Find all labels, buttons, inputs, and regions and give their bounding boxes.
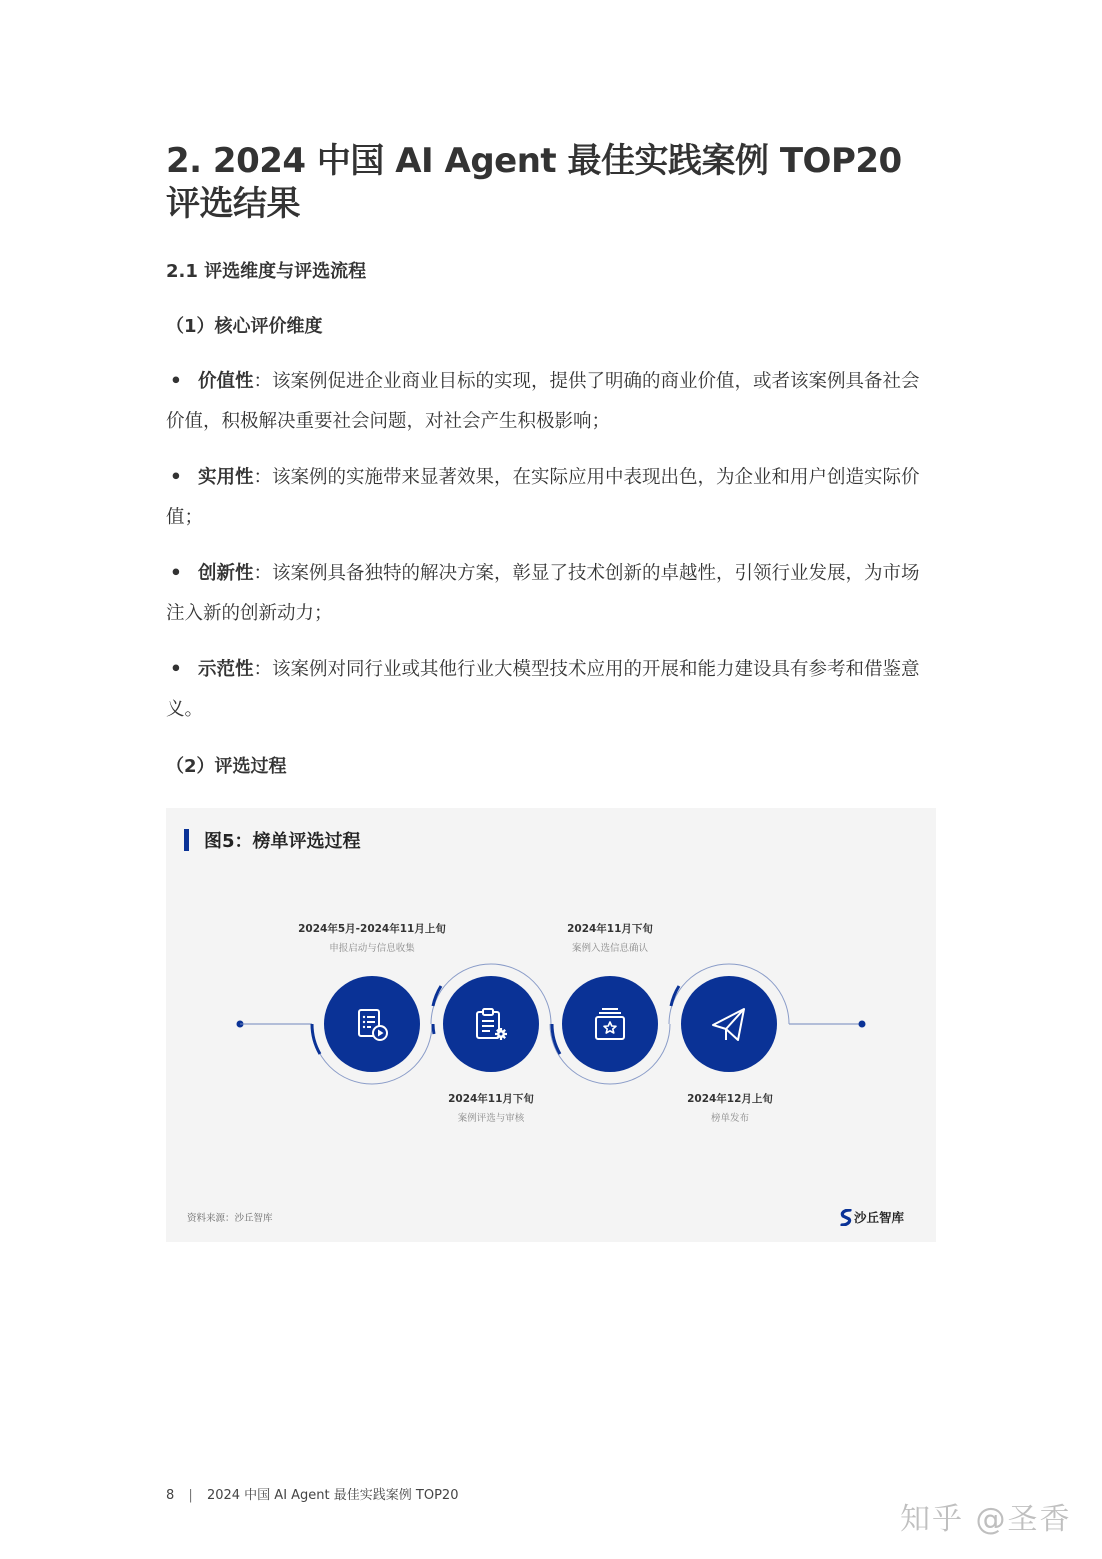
dimension-term: 实用性: [198, 467, 254, 488]
step-3-desc: 案例入选信息确认: [571, 943, 648, 954]
dimension-text: 该案例具备独特的解决方案，彰显了技术创新的卓越性，引领行业发展，为市场注入新的创新动力；: [166, 563, 920, 624]
dimension-text: 该案例促进企业商业目标的实现，提供了明确的商业价值，或者该案例具备社会价值，积极解决重要社会问题，对社会产生积极影响；: [166, 371, 920, 432]
dimension-term: 价值性: [198, 371, 254, 392]
list-play-icon: [356, 1008, 390, 1042]
separator: ：: [253, 371, 273, 392]
dimension-term: 创新性: [198, 563, 254, 584]
watermark: 知乎 @圣香: [900, 1502, 1072, 1537]
brand-logo: [840, 1208, 904, 1226]
separator: ：: [253, 659, 273, 680]
source-note: 资料来源：沙丘智库: [187, 1213, 273, 1224]
figure-title: 图5：榜单评选过程: [204, 831, 361, 852]
star-folder-icon: [593, 1006, 627, 1042]
page-title: 2. 2024 中国 AI Agent 最佳实践案例 TOP20 评选结果: [166, 141, 902, 224]
bullet-icon: •: [170, 563, 182, 584]
dimension-item-demonstration: [166, 650, 938, 730]
step-4-desc: 榜单发布: [710, 1113, 749, 1124]
dimension-text: 该案例的实施带来显著效果，在实际应用中表现出色，为企业和用户创造实际价值；: [166, 467, 920, 528]
step-1-date: 2024年5月-2024年11月上旬: [298, 923, 446, 935]
dimension-text: 该案例对同行业或其他行业大模型技术应用的开展和能力建设具有参考和借鉴意义。: [166, 659, 920, 720]
footer-doc-title: 2024 中国 AI Agent 最佳实践案例 TOP20: [206, 1488, 459, 1503]
clipboard-gear-icon: [474, 1006, 510, 1042]
separator: ：: [253, 467, 273, 488]
step-3-date: 2024年11月下旬: [567, 923, 653, 935]
timeline-end-dot: [859, 1021, 866, 1028]
step-1-desc: 申报启动与信息收集: [329, 943, 415, 954]
page-number: 8: [166, 1488, 175, 1503]
subsection-heading-dimensions: （1）核心评价维度: [166, 316, 323, 337]
brand-name: 沙丘智库: [854, 1210, 905, 1225]
subsection-heading-process: （2）评选过程: [166, 756, 287, 777]
section-heading: 2.1 评选维度与评选流程: [166, 261, 367, 282]
bullet-icon: •: [170, 659, 182, 680]
step-2-date: 2024年11月下旬: [448, 1093, 534, 1105]
timeline-graphic: [166, 808, 936, 1242]
step-2-desc: 案例评选与审核: [457, 1113, 525, 1124]
separator: ：: [253, 563, 273, 584]
dimension-term: 示范性: [198, 659, 254, 680]
dimension-item-innovation: [166, 554, 938, 634]
bullet-icon: •: [170, 467, 182, 488]
figure-selection-process: [166, 808, 936, 1242]
dimension-item-practicality: [166, 458, 938, 538]
footer-separator: |: [188, 1488, 193, 1503]
page-footer: [166, 1484, 458, 1503]
paper-plane-icon: [710, 1006, 748, 1044]
bullet-icon: •: [170, 371, 182, 392]
dimension-item-value: [166, 362, 938, 442]
step-4-date: 2024年12月上旬: [687, 1093, 773, 1105]
sand-logo-icon: [840, 1209, 852, 1226]
